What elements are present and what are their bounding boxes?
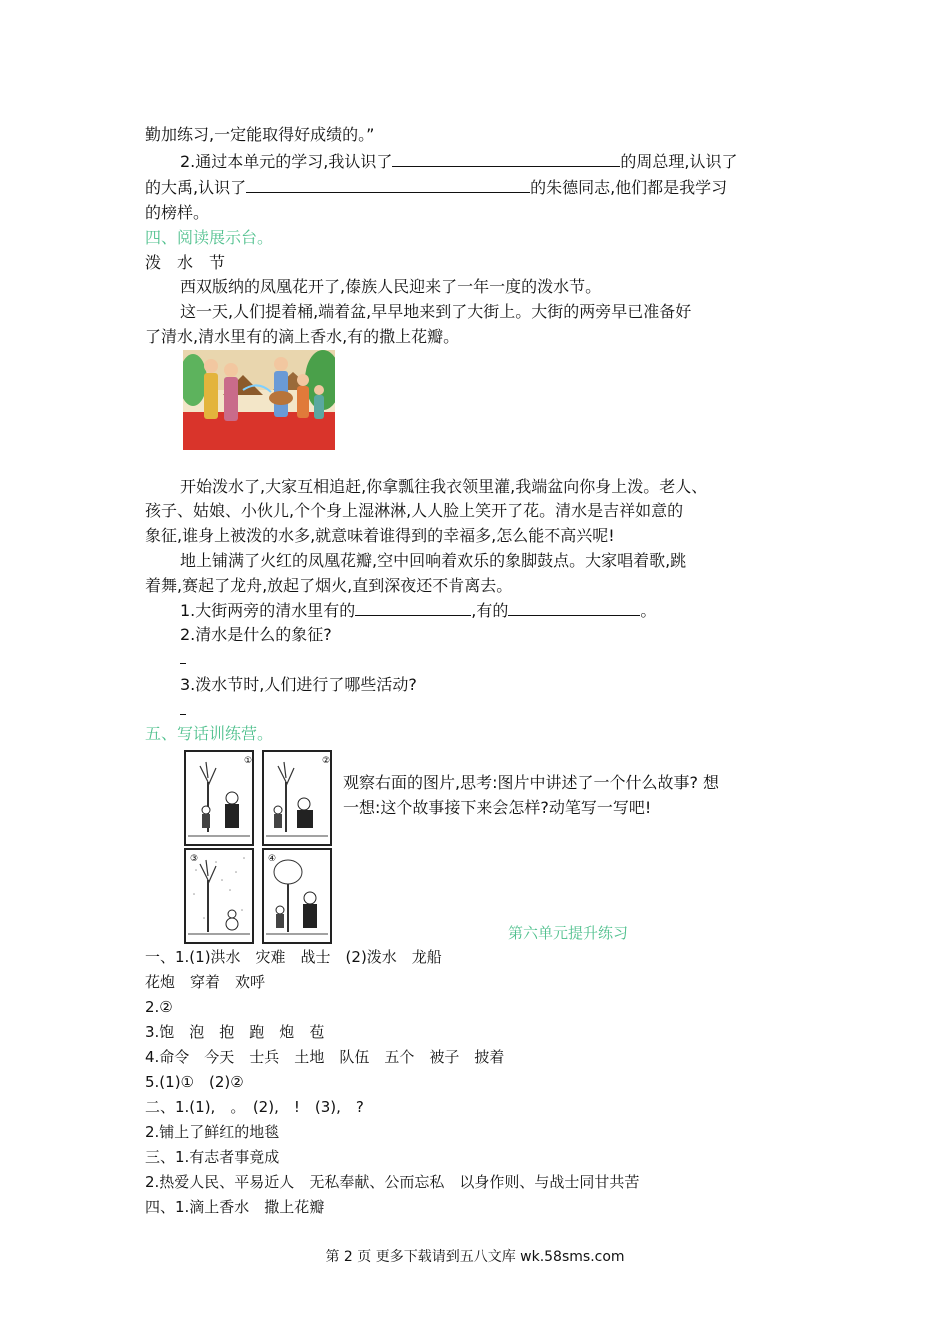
text-segment: 。 (640, 601, 657, 620)
text-segment: 1.大街两旁的清水里有的 (180, 601, 356, 620)
text-segment: 的朱德同志,他们都是我学习 (530, 178, 728, 197)
passage-title: 泼 水 节 (145, 253, 226, 272)
answer-line: 二、1.(1), 。 (2), ! (3), ? (145, 1098, 364, 1116)
writing-prompt: 一想:这个故事接下来会怎样?动笔写一写吧! (343, 798, 652, 817)
answer-line[interactable] (180, 662, 186, 664)
page-footer: 第 2 页 更多下载请到五八文库 wk.58sms.com (325, 1249, 625, 1265)
answer-line: 花炮 穿着 欢呼 (145, 973, 266, 991)
story-panel-4 (262, 848, 332, 944)
answer-line: 2.铺上了鲜红的地毯 (145, 1123, 280, 1141)
section-heading-writing: 五、写话训练营。 (145, 724, 274, 743)
question-2: 2.清水是什么的象征? (180, 625, 332, 644)
passage-paragraph: 西双版纳的凤凰花开了,傣族人民迎来了一年一度的泼水节。 (180, 277, 602, 296)
passage-paragraph: 开始泼水了,大家互相追赶,你拿瓢往我衣领里灌,我端盆向你身上泼。老人、 (180, 477, 708, 496)
text-line: 勤加练习,一定能取得好成绩的。” (145, 125, 375, 144)
passage-paragraph: 地上铺满了火红的凤凰花瓣,空中回响着欢乐的象脚鼓点。大家唱着歌,跳 (180, 551, 687, 570)
panel-number: ② (322, 756, 330, 766)
passage-paragraph: 着舞,赛起了龙舟,放起了烟火,直到深夜还不肯离去。 (145, 576, 513, 595)
answer-line: 2.② (145, 998, 173, 1016)
text-segment: 2.通过本单元的学习,我认识了 (180, 152, 393, 171)
answer-line: 3.饱 泡 抱 跑 炮 苞 (145, 1023, 325, 1041)
text-segment: 的周总理,认识了 (620, 152, 738, 171)
water-festival-illustration (183, 350, 335, 450)
passage-paragraph: 象征,谁身上被泼的水多,就意味着谁得到的幸福多,怎么能不高兴呢! (145, 526, 615, 545)
passage-paragraph: 了清水,清水里有的滴上香水,有的撒上花瓣。 (145, 327, 460, 346)
fill-blank[interactable] (508, 599, 640, 616)
answer-line: 4.命令 今天 士兵 土地 队伍 五个 被子 披着 (145, 1048, 505, 1066)
answer-line: 5.(1)① (2)② (145, 1073, 244, 1091)
answers-heading: 第六单元提升练习 (508, 924, 629, 942)
answer-line: 四、1.滴上香水 撒上花瓣 (145, 1198, 325, 1216)
fill-blank[interactable] (392, 150, 620, 167)
question-2-line (180, 150, 737, 173)
writing-prompt: 观察右面的图片,思考:图片中讲述了一个什么故事? 想 (343, 773, 720, 792)
answer-line: 2.热爱人民、平易近人 无私奉献、公而忘私 以身作则、与战士同甘共苦 (145, 1173, 640, 1191)
fill-blank[interactable] (246, 176, 530, 193)
question-2-line (145, 176, 727, 199)
text-segment: ,有的 (471, 601, 509, 620)
panel-number: ① (244, 756, 252, 766)
question-1 (180, 599, 656, 622)
answer-line[interactable] (180, 713, 186, 715)
answer-line: 一、1.(1)洪水 灾难 战士 (2)泼水 龙船 (145, 948, 442, 966)
panel-number: ④ (268, 854, 277, 864)
panel-number: ③ (190, 854, 199, 864)
passage-paragraph: 这一天,人们提着桶,端着盆,早早地来到了大街上。大街的两旁早已准备好 (180, 302, 692, 321)
text-line: 的榜样。 (145, 203, 210, 222)
fill-blank[interactable] (355, 599, 471, 616)
answer-line: 三、1.有志者事竟成 (145, 1148, 280, 1166)
text-segment: 的大禹,认识了 (145, 178, 247, 197)
passage-paragraph: 孩子、姑娘、小伙儿,个个身上湿淋淋,人人脸上笑开了花。清水是吉祥如意的 (145, 501, 684, 520)
story-panel-2 (262, 750, 332, 846)
story-panel-3 (184, 848, 254, 944)
question-3: 3.泼水节时,人们进行了哪些活动? (180, 675, 417, 694)
story-panel-1 (184, 750, 254, 846)
section-heading-reading: 四、阅读展示台。 (145, 228, 274, 247)
